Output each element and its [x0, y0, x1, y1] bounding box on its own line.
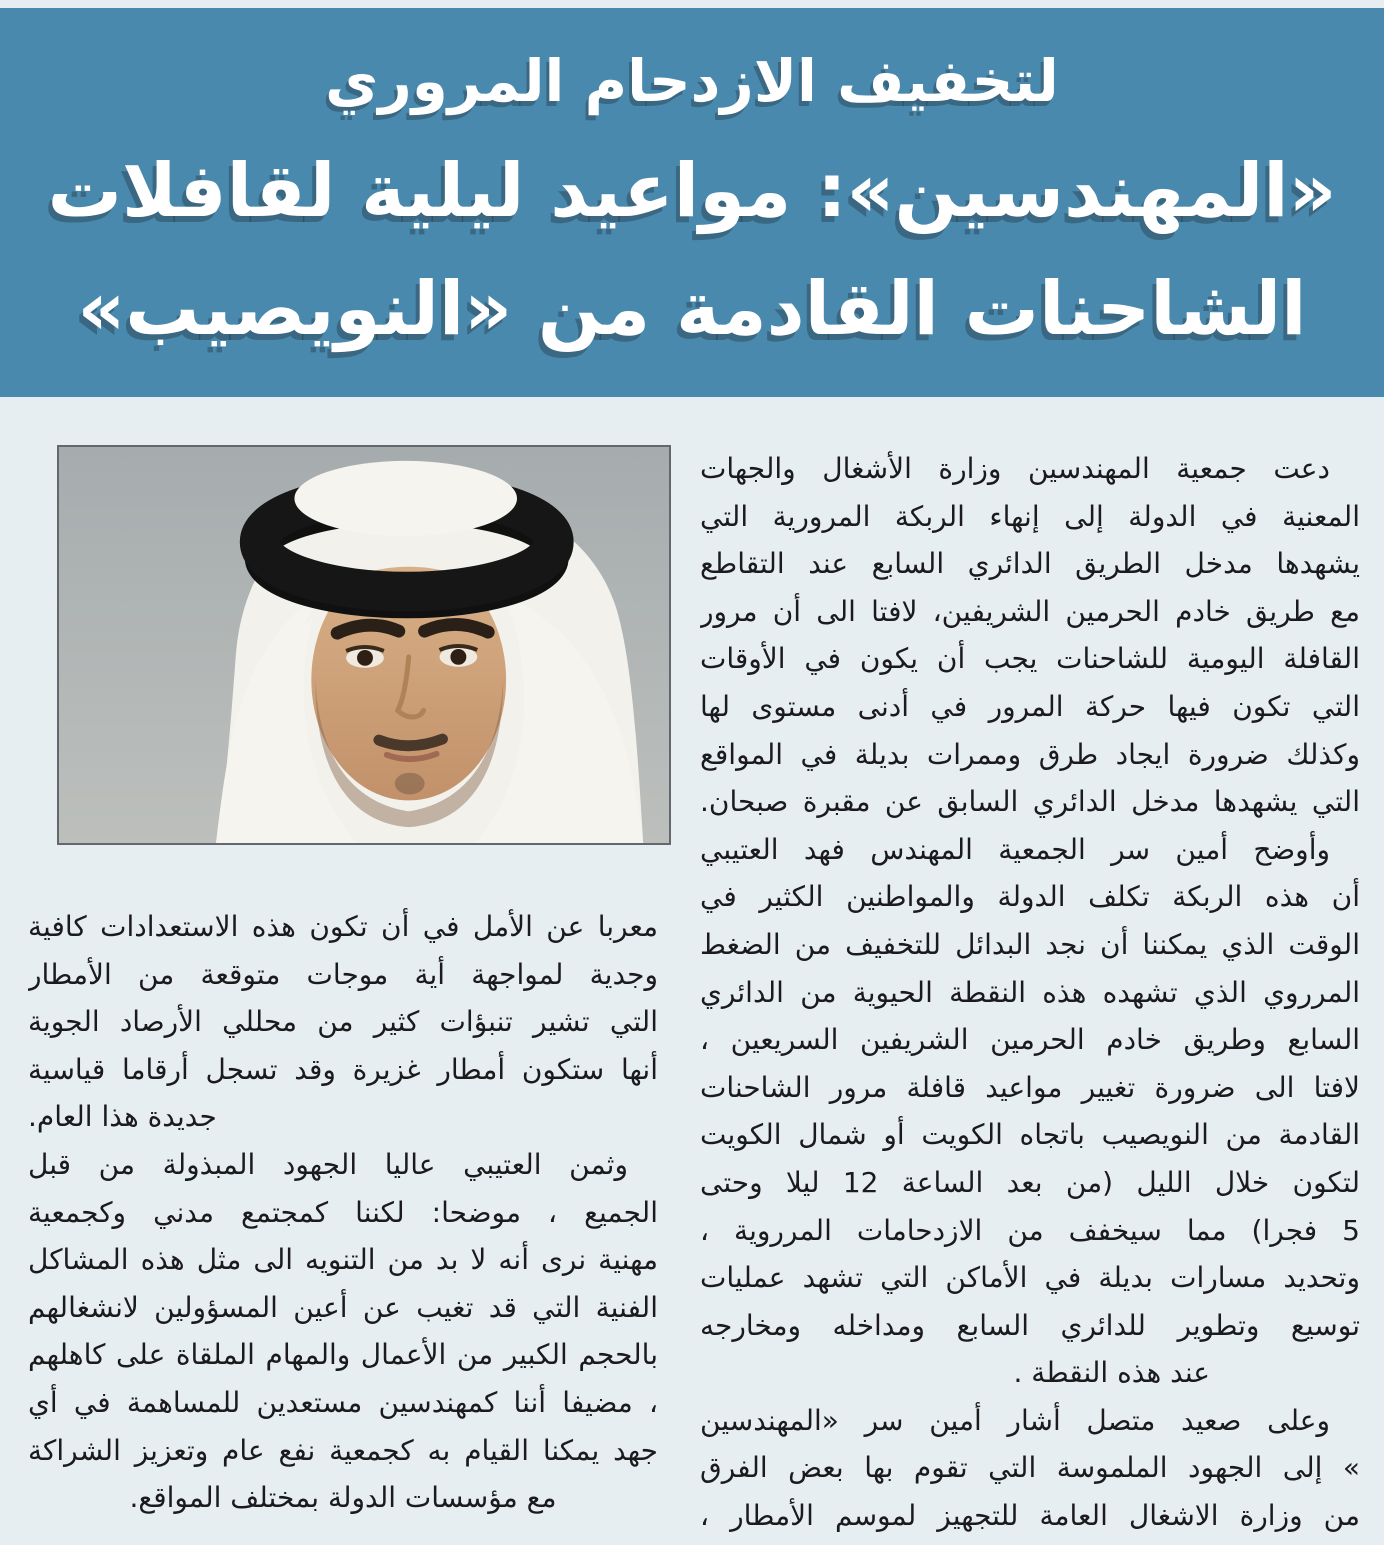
article-line: المرروي الذي تشهده هذه النقطة الحيوية من الدائري	[700, 975, 1360, 1009]
article-column-left	[28, 903, 658, 1522]
article-line: معربا عن الأمل في أن تكون هذه الاستعدادات كافية	[28, 910, 658, 943]
headline-line-1: «المهندسين»: مواعيد ليلية لقافلات	[47, 148, 1337, 234]
article-line: لتكون خلال الليل (من بعد الساعة 12 ليلا وحتى	[700, 1165, 1360, 1199]
article-line: القافلة اليومية للشاحنات يجب أن يكون في الأوقات	[700, 642, 1360, 676]
article-column-right	[700, 445, 1360, 1540]
article-line: عند هذه النقطة .	[1013, 1356, 1210, 1390]
portrait-photo	[57, 445, 671, 845]
article-line: الفنية التي قد تغيب عن أعين المسؤولين لانشغالهم	[28, 1290, 658, 1324]
article-line: 5 فجرا) مما سيخفف من الازدحامات المرروية ،	[700, 1213, 1360, 1247]
article-line: المعنية في الدولة إلى إنهاء الربكة المرورية التي	[700, 499, 1360, 533]
article-line: مهنية نرى أنه لا بد من التنويه الى مثل هذه المشاكل	[28, 1243, 658, 1277]
article-line: ، مضيفا أننا كمهندسين مستعدين للمساهمة في أي	[28, 1385, 658, 1419]
article-line: بالحجم الكبير من الأعمال والمهام الملقاة على كاهلهم	[28, 1338, 658, 1372]
article-line: التي تكون فيها حركة المرور في أدنى مستوى لها	[700, 689, 1360, 723]
article-line: أنها ستكون أمطار غزيرة وقد تسجل أرقاما قياسية	[28, 1052, 658, 1086]
article-line: » إلى الجهود الملموسة التي تقوم بها بعض الفرق	[700, 1451, 1360, 1485]
kicker-text: لتخفيف الازدحام المروري	[325, 47, 1059, 115]
article-line: وكذلك ضرورة ايجاد طرق وممرات بديلة في المواقع	[700, 737, 1360, 771]
headline-banner	[0, 8, 1384, 397]
chin-patch	[395, 773, 425, 795]
portrait-photo-illustration	[59, 447, 669, 843]
article-line: وجدية لمواجهة أية موجات متوقعة من الأمطار	[28, 957, 658, 991]
article-line: يشهدها مدخل الطريق الدائري السابع عند التقاطع	[700, 547, 1360, 581]
iris-right	[357, 650, 373, 666]
article-line: الوقت الذي يمكننا أن نجد البدائل للتخفيف من الضغط	[700, 927, 1360, 961]
article-line: توسيع وتطوير للدائري السابع ومداخله ومخارجه	[700, 1308, 1360, 1342]
article-line: التي تشير تنبؤات كثير من محللي الأرصاد الجوية	[28, 1005, 658, 1039]
article-line: مع مؤسسات الدولة بمختلف المواقع.	[129, 1481, 557, 1515]
article-line: وأوضح أمين سر الجمعية المهندس فهد العتيبي	[700, 832, 1330, 866]
article-line: القادمة من النويصيب باتجاه الكويت أو شمال الكويت	[700, 1118, 1360, 1152]
article-line: من وزارة الاشغال العامة للتجهيز لموسم الأمطار ،	[700, 1499, 1360, 1533]
article-line: أن هذه الربكة تكلف الدولة والمواطنين الكثير في	[700, 880, 1360, 914]
article-line: مع طريق خادم الحرمين الشريفين، لافتا الى أن مرور	[700, 594, 1360, 628]
article-line: الجميع ، موضحا: لكننا كمجتمع مدني وكجمعية	[28, 1195, 658, 1229]
article-line: جهد يمكنا القيام به كجمعية نفع عام وتعزيز الشراكة	[28, 1433, 658, 1467]
article-line: وثمن العتيبي عاليا الجهود المبذولة من قبل	[28, 1147, 628, 1181]
article-line: التي يشهدها مدخل الدائري السابق عن مقبرة صبحان.	[700, 785, 1360, 819]
headline-line-2: الشاحنات القادمة من «النويصيب»	[77, 266, 1307, 352]
article-line: وتحديد مسارات بديلة في الأماكن التي تشهد عمليات	[700, 1261, 1360, 1295]
iris-left	[450, 649, 466, 665]
ghutra-crown	[294, 461, 517, 536]
article-line: جديدة هذا العام.	[28, 1100, 217, 1134]
article-line: وعلى صعيد متصل أشار أمين سر «المهندسين	[700, 1403, 1330, 1437]
article-line: السابع وطريق خادم الحرمين الشريفين السريعين ،	[700, 1023, 1360, 1057]
article-line: دعت جمعية المهندسين وزارة الأشغال والجهات	[700, 452, 1330, 485]
article-line: لافتا الى ضرورة تغيير مواعيد قافلة مرور الشاحنات	[700, 1070, 1360, 1104]
